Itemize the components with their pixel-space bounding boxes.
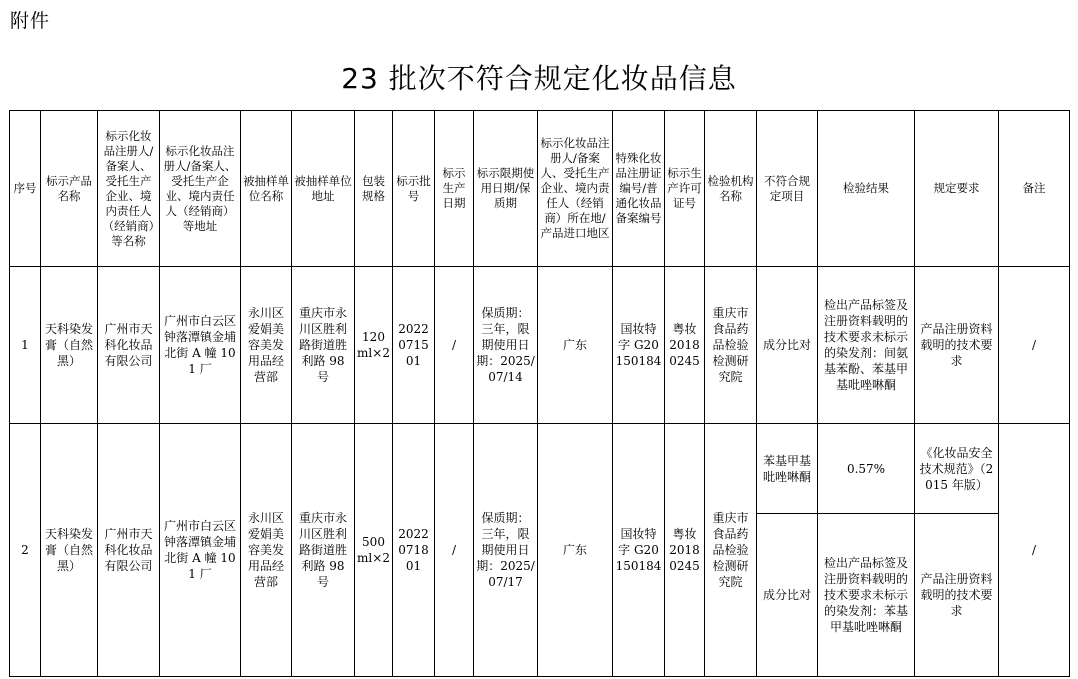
header-cell: 被抽样单位名称 — [241, 111, 292, 267]
sampled-unit-address-cell: 重庆市永川区胜利路街道胜利路 98 号 — [292, 424, 355, 677]
attachment-label: 附件 — [10, 10, 51, 32]
test-result-cell: 检出产品标签及注册资料载明的技术要求未标示的染发剂：间氨基苯酚、苯基甲基吡唑啉酮 — [818, 267, 915, 424]
requirement-cell: 《化妆品安全技术规范》（2015 年版） — [915, 424, 999, 514]
header-cell: 标示生产日期 — [435, 111, 474, 267]
remark-cell: / — [999, 267, 1070, 424]
header-cell: 标示化妆品注册人/备案人、受托生产企业、境内责任人（经销商）等名称 — [98, 111, 160, 267]
table-row — [10, 424, 1070, 514]
production-date-cell: / — [435, 424, 474, 677]
header-cell: 不符合规定项目 — [757, 111, 818, 267]
nonconforming-item-cell: 成分比对 — [757, 267, 818, 424]
origin-cell: 广东 — [538, 267, 613, 424]
header-cell: 标示限期使用日期/保质期 — [474, 111, 538, 267]
header-cell: 检验机构名称 — [705, 111, 757, 267]
requirement-cell: 产品注册资料载明的技术要求 — [915, 514, 999, 677]
registrant-address-cell: 广州市白云区钟落潭镇金埔北街 A 幢 101 厂 — [160, 267, 241, 424]
requirement-cell: 产品注册资料载明的技术要求 — [915, 267, 999, 424]
header-cell: 包装规格 — [355, 111, 393, 267]
serial-no-cell: 2 — [10, 424, 41, 677]
header-cell: 标示化妆品注册人/备案人、受托生产企业、境内责任人（经销商）所在地/产品进口地区 — [538, 111, 613, 267]
batch-cell: 2022071501 — [393, 267, 435, 424]
header-cell: 标示化妆品注册人/备案人、受托生产企业、境内责任人（经销商）等地址 — [160, 111, 241, 267]
registrant-name-cell: 广州市天科化妆品有限公司 — [98, 267, 160, 424]
serial-no-cell: 1 — [10, 267, 41, 424]
sampled-unit-address-cell: 重庆市永川区胜利路街道胜利路 98 号 — [292, 267, 355, 424]
header-cell: 检验结果 — [818, 111, 915, 267]
nonconforming-cosmetics-table — [9, 110, 1070, 677]
origin-cell: 广东 — [538, 424, 613, 677]
expiry-cell: 保质期：三年，限期使用日期：2025/07/17 — [474, 424, 538, 677]
header-cell: 序号 — [10, 111, 41, 267]
license-no-cell: 粤妆 20180245 — [665, 424, 705, 677]
test-result-cell: 检出产品标签及注册资料载明的技术要求未标示的染发剂：苯基甲基吡唑啉酮 — [818, 514, 915, 677]
header-cell: 备注 — [999, 111, 1070, 267]
sampled-unit-name-cell: 永川区爱娟美容美发用品经营部 — [241, 267, 292, 424]
registrant-name-cell: 广州市天科化妆品有限公司 — [98, 424, 160, 677]
header-row — [10, 111, 1070, 267]
expiry-cell: 保质期：三年，限期使用日期：2025/07/14 — [474, 267, 538, 424]
cert-no-cell: 国妆特字 G20150184 — [613, 424, 665, 677]
production-date-cell: / — [435, 267, 474, 424]
test-result-cell: 0.57% — [818, 424, 915, 514]
license-no-cell: 粤妆 20180245 — [665, 267, 705, 424]
header-cell: 被抽样单位地址 — [292, 111, 355, 267]
document-title: 23 批次不符合规定化妆品信息 — [341, 62, 737, 95]
table-row — [10, 267, 1070, 424]
product-name-cell: 天科染发膏（自然黑） — [41, 424, 98, 677]
remark-cell: / — [999, 424, 1070, 677]
header-cell: 标示生产许可证号 — [665, 111, 705, 267]
nonconforming-item-cell: 成分比对 — [757, 514, 818, 677]
header-cell: 标示批号 — [393, 111, 435, 267]
registrant-address-cell: 广州市白云区钟落潭镇金埔北街 A 幢 101 厂 — [160, 424, 241, 677]
cert-no-cell: 国妆特字 G20150184 — [613, 267, 665, 424]
sampled-unit-name-cell: 永川区爱娟美容美发用品经营部 — [241, 424, 292, 677]
header-cell: 标示产品名称 — [41, 111, 98, 267]
header-cell: 特殊化妆品注册证编号/普通化妆品备案编号 — [613, 111, 665, 267]
package-cell: 120ml×2 — [355, 267, 393, 424]
lab-cell: 重庆市食品药品检验检测研究院 — [705, 267, 757, 424]
batch-cell: 2022071801 — [393, 424, 435, 677]
lab-cell: 重庆市食品药品检验检测研究院 — [705, 424, 757, 677]
nonconforming-item-cell: 苯基甲基吡唑啉酮 — [757, 424, 818, 514]
header-cell: 规定要求 — [915, 111, 999, 267]
package-cell: 500ml×2 — [355, 424, 393, 677]
product-name-cell: 天科染发膏（自然黑） — [41, 267, 98, 424]
